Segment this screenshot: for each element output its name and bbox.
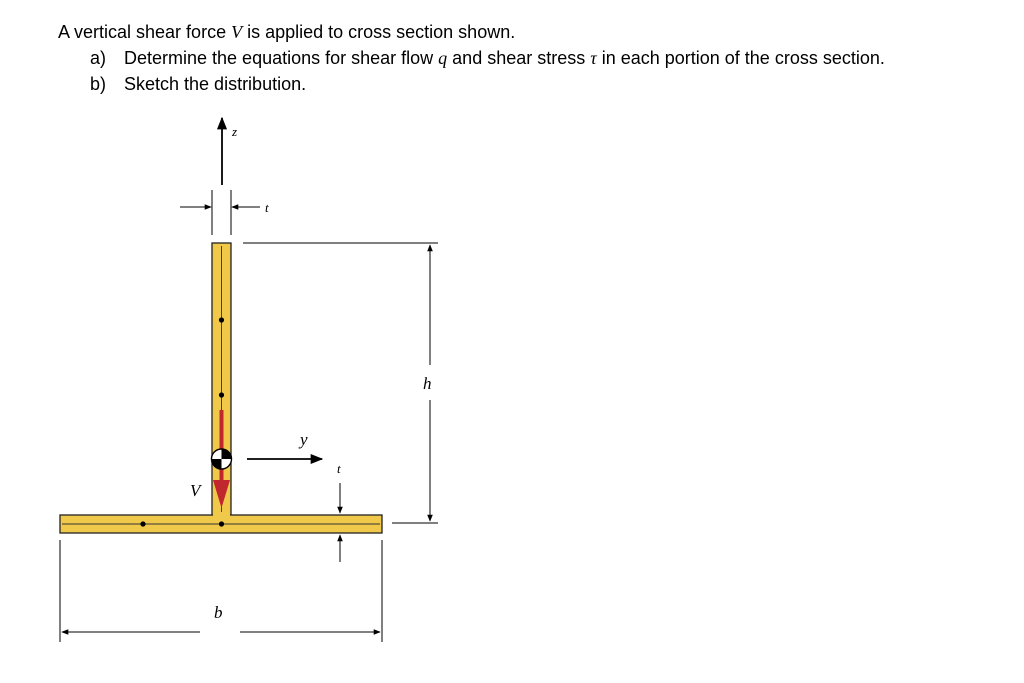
stem-text-start: A vertical shear force [58, 22, 232, 42]
part-b-marker: b) [90, 74, 107, 94]
web-point-upper [219, 317, 224, 322]
part-a-variable-q: q [438, 48, 448, 68]
shear-force-label: V [190, 481, 201, 500]
part-a-text-2: and shear stress [447, 48, 591, 68]
web-point-lower [219, 392, 224, 397]
part-a-text-3: in each portion of the cross section. [596, 48, 885, 68]
z-axis-label: z [232, 124, 238, 139]
height-dimension [243, 243, 438, 523]
centroid-symbol [212, 449, 232, 469]
flange-thickness-label: t [337, 461, 341, 476]
y-axis [247, 430, 322, 459]
flange-thickness-dimension [337, 461, 341, 562]
web-thickness-dimension [180, 190, 269, 235]
height-label: h [423, 374, 432, 393]
web-thickness-label: t [265, 200, 269, 215]
z-axis [222, 118, 237, 185]
stem-text-end: is applied to cross section shown. [242, 22, 516, 42]
flange-point-left [140, 521, 145, 526]
y-axis-label: y [300, 430, 308, 449]
width-dimension [60, 540, 382, 642]
part-a-variable-tau: τ [590, 48, 597, 68]
part-b-text: Sketch the distribution. [124, 74, 307, 94]
part-a-marker: a) [90, 48, 107, 68]
stem-variable-v: V [231, 22, 243, 42]
width-label: b [214, 603, 223, 622]
part-a-text-1: Determine the equations for shear flow [124, 48, 439, 68]
web-flange-junction [213, 512, 230, 518]
flange-center-point [219, 521, 224, 526]
